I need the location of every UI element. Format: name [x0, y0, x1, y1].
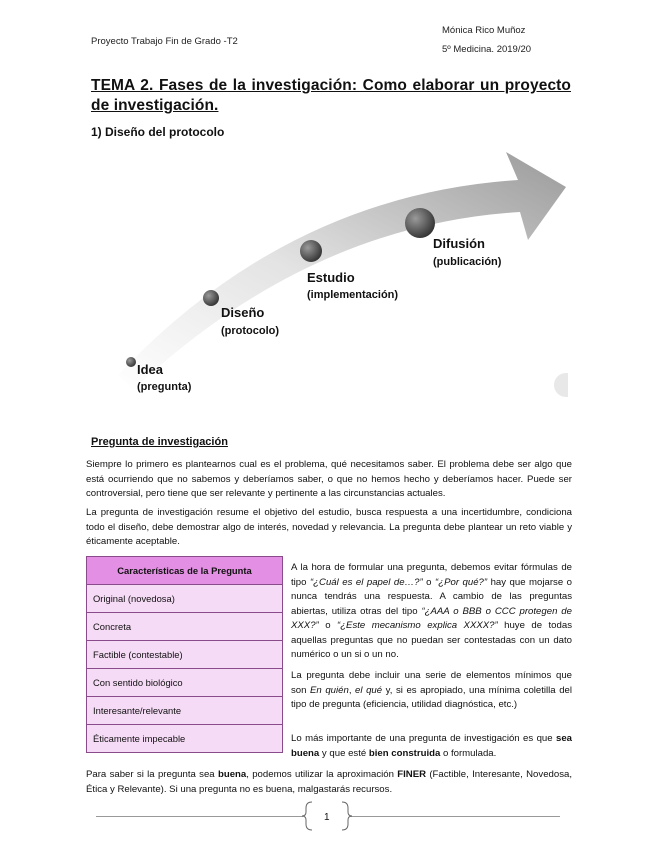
stage-name-diseno: Diseño [221, 305, 265, 320]
stage-name-difusion: Difusión [433, 236, 485, 251]
table-row: Concreta [87, 613, 283, 641]
final-paragraph: Para saber si la pregunta sea buena, podemos utilizar la aproximación FINER (Factible, Interesante, Novedosa, Ética y Relevante). Si una pregunta no es buena, malgastarás recursos. [86, 769, 572, 795]
right-paragraph-2: La pregunta debe incluir una serie de elementos mínimos que son En quién, el qué y, si es apropiado, una mínima coletilla del tipo de pregunta (eficiencia, utilidad diagnóstica, etc.) [291, 670, 573, 710]
page-number: 1 [324, 812, 330, 823]
paragraph-2: La pregunta de investigación resume el objetivo del estudio, busca respuesta a una incertidumbre, condiciona todo el diseño, debe demostrar algo de interés, novedad y relevancia. La pregunta debe plantear un reto viable y éticamente aceptable. [86, 507, 572, 547]
subheading: Pregunta de investigación [91, 436, 228, 448]
page-title: TEMA 2. Fases de la investigación: Como elaborar un proyecto de investigación. [91, 77, 571, 114]
table-row: Factible (contestable) [87, 641, 283, 669]
right-paragraph-1: A la hora de formular una pregunta, debemos evitar fórmulas de tipo “¿Cuál es el papel de…?” o “¿Por qué?” hay que mojarse o nunca tendrás una respuesta. A cambio de las preguntas abiertas, utiliza otras del tipo “¿AAA o BBB o CCC protegen de XXX?” o “¿Este mecanismo explica XXXX?” huye de todas aquellas preguntas que no puedan ser contestadas con un dato numérico o un si o un no. [291, 562, 573, 660]
right-paragraph-3: Lo más importante de una pregunta de investigación es que sea buena y que esté bien construida o formulada. [291, 733, 572, 759]
header-course: 5º Medicina. 2019/20 [442, 44, 532, 55]
stage-marker-idea [126, 357, 136, 367]
stage-marker-diseno [203, 290, 219, 306]
paragraph-1: Siempre lo primero es plantearnos cual es el problema, qué necesitamos saber. El problema debe ser algo que está ocurriendo que no sabemos y deberíamos saber, o que no hemos hecho y deberíamos hacer. Puede ser controversial, pero tiene que ser relevante y pertinente a las circunstancias actuales. [86, 459, 572, 499]
stage-sub-idea: (pregunta) [137, 381, 192, 393]
stage-name-estudio: Estudio [307, 270, 355, 285]
table-header: Características de la Pregunta [87, 557, 283, 585]
footer-line-left [96, 816, 303, 817]
stage-marker-difusion [405, 208, 435, 238]
stage-marker-estudio [300, 240, 322, 262]
stage-sub-estudio: (implementación) [307, 289, 399, 301]
section-heading: 1) Diseño del protocolo [91, 125, 225, 139]
table-row: Interesante/relevante [87, 697, 283, 725]
header-author: Mónica Rico Muñoz [442, 25, 526, 36]
table-row: Éticamente impecable [87, 725, 283, 753]
footer-line-right [350, 816, 560, 817]
table-row: Original (novedosa) [87, 585, 283, 613]
stage-name-idea: Idea [137, 362, 164, 377]
stage-sub-difusion: (publicación) [433, 256, 502, 268]
stage-sub-diseno: (protocolo) [221, 325, 280, 337]
characteristics-table [86, 556, 283, 753]
corner-decoration [554, 373, 568, 397]
table-row: Con sentido biológico [87, 669, 283, 697]
header-left: Proyecto Trabajo Fin de Grado -T2 [91, 36, 238, 47]
